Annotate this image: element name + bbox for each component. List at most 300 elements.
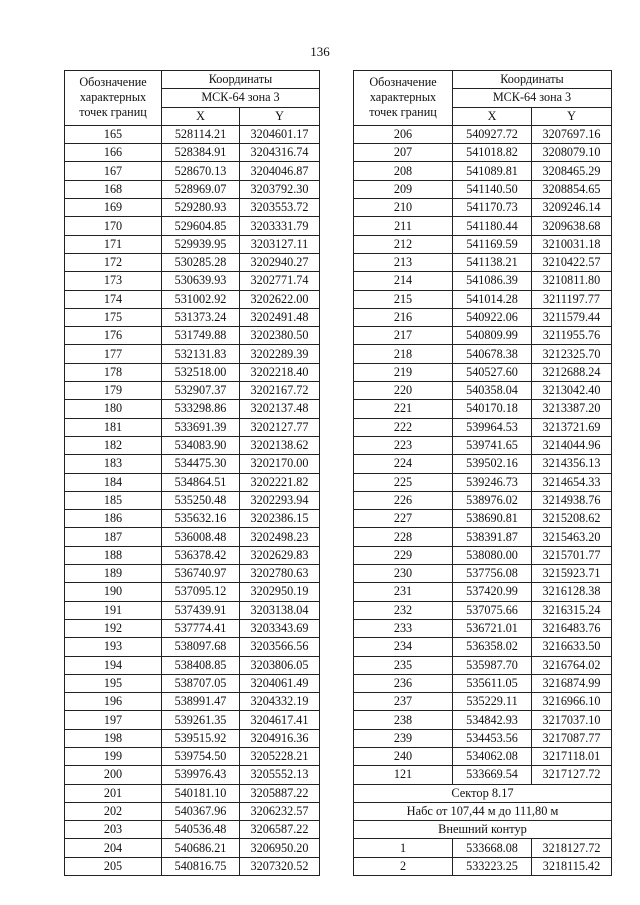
x-coordinate: 540678.38 — [453, 345, 532, 363]
point-number: 171 — [65, 235, 162, 253]
y-coordinate: 3204046.87 — [240, 162, 320, 180]
x-coordinate: 536721.01 — [453, 619, 532, 637]
table-row — [354, 473, 612, 491]
table-row — [65, 491, 320, 509]
y-coordinate: 3202771.74 — [240, 272, 320, 290]
table-row — [65, 784, 320, 802]
y-coordinate: 3217087.77 — [532, 729, 612, 747]
x-coordinate: 540181.10 — [162, 784, 240, 802]
x-coordinate: 539976.43 — [162, 766, 240, 784]
point-number: 219 — [354, 363, 453, 381]
y-coordinate: 3202289.39 — [240, 345, 320, 363]
x-coordinate: 540536.48 — [162, 821, 240, 839]
point-number: 200 — [65, 766, 162, 784]
table-row — [354, 327, 612, 345]
point-number: 192 — [65, 619, 162, 637]
y-coordinate: 3204916.36 — [240, 729, 320, 747]
y-coordinate: 3216315.24 — [532, 601, 612, 619]
point-number: 174 — [65, 290, 162, 308]
table-row — [354, 436, 612, 454]
x-coordinate: 541180.44 — [453, 217, 532, 235]
x-coordinate: 540170.18 — [453, 400, 532, 418]
y-coordinate: 3214044.96 — [532, 436, 612, 454]
x-coordinate: 540927.72 — [453, 125, 532, 143]
x-coordinate: 534475.30 — [162, 455, 240, 473]
point-number: 169 — [65, 199, 162, 217]
point-number: 182 — [65, 436, 162, 454]
y-coordinate: 3215463.20 — [532, 528, 612, 546]
point-number: 233 — [354, 619, 453, 637]
point-number: 184 — [65, 473, 162, 491]
x-coordinate: 539515.92 — [162, 729, 240, 747]
table-row — [65, 180, 320, 198]
x-coordinate: 530639.93 — [162, 272, 240, 290]
y-coordinate: 3202498.23 — [240, 528, 320, 546]
table-row — [65, 601, 320, 619]
x-coordinate: 528969.07 — [162, 180, 240, 198]
table-row — [65, 729, 320, 747]
y-coordinate: 3218127.72 — [532, 839, 612, 857]
table-row — [65, 272, 320, 290]
table-row — [354, 125, 612, 143]
table-row — [65, 308, 320, 326]
table-row — [354, 455, 612, 473]
y-coordinate: 3202622.00 — [240, 290, 320, 308]
y-coordinate: 3207697.16 — [532, 125, 612, 143]
table-row — [354, 180, 612, 198]
x-coordinate: 538080.00 — [453, 546, 532, 564]
point-number: 228 — [354, 528, 453, 546]
x-coordinate: 539261.35 — [162, 711, 240, 729]
table-row — [354, 656, 612, 674]
table-row — [65, 235, 320, 253]
y-coordinate: 3217037.10 — [532, 711, 612, 729]
point-number: 225 — [354, 473, 453, 491]
point-number: 173 — [65, 272, 162, 290]
header-line: характерных — [369, 90, 437, 105]
point-number: 211 — [354, 217, 453, 235]
column-header-points — [65, 71, 162, 126]
x-coordinate: 538707.05 — [162, 674, 240, 692]
x-coordinate: 540358.04 — [453, 382, 532, 400]
x-coordinate: 541086.39 — [453, 272, 532, 290]
x-coordinate: 534453.56 — [453, 729, 532, 747]
table-row — [354, 253, 612, 271]
point-number: 212 — [354, 235, 453, 253]
x-coordinate: 540686.21 — [162, 839, 240, 857]
x-coordinate: 531749.88 — [162, 327, 240, 345]
y-coordinate: 3202218.40 — [240, 363, 320, 381]
x-coordinate: 531373.24 — [162, 308, 240, 326]
y-coordinate: 3203806.05 — [240, 656, 320, 674]
y-coordinate: 3202380.50 — [240, 327, 320, 345]
x-coordinate: 533223.25 — [453, 857, 532, 875]
table-row — [65, 199, 320, 217]
y-coordinate: 3202950.19 — [240, 583, 320, 601]
table-row — [354, 711, 612, 729]
y-coordinate: 3214356.13 — [532, 455, 612, 473]
table-row — [354, 491, 612, 509]
x-coordinate: 532131.83 — [162, 345, 240, 363]
y-coordinate: 3203331.79 — [240, 217, 320, 235]
x-coordinate: 537075.66 — [453, 601, 532, 619]
x-coordinate: 533691.39 — [162, 418, 240, 436]
point-number: 205 — [65, 857, 162, 875]
y-coordinate: 3213042.40 — [532, 382, 612, 400]
point-number: 203 — [65, 821, 162, 839]
y-coordinate: 3202137.48 — [240, 400, 320, 418]
table-row — [65, 217, 320, 235]
y-coordinate: 3212688.24 — [532, 363, 612, 381]
point-number: 186 — [65, 510, 162, 528]
point-number: 218 — [354, 345, 453, 363]
table-row — [354, 144, 612, 162]
y-coordinate: 3202138.62 — [240, 436, 320, 454]
x-coordinate: 538991.47 — [162, 693, 240, 711]
y-coordinate: 3206587.22 — [240, 821, 320, 839]
table-row — [65, 766, 320, 784]
y-coordinate: 3202940.27 — [240, 253, 320, 271]
x-coordinate: 539754.50 — [162, 747, 240, 765]
point-number: 238 — [354, 711, 453, 729]
point-number: 176 — [65, 327, 162, 345]
point-number: 226 — [354, 491, 453, 509]
point-number: 208 — [354, 162, 453, 180]
point-number: 181 — [65, 418, 162, 436]
x-coordinate: 529280.93 — [162, 199, 240, 217]
point-number: 216 — [354, 308, 453, 326]
column-header-zone: МСК-64 зона 3 — [162, 89, 320, 107]
table-row — [65, 693, 320, 711]
y-coordinate: 3202221.82 — [240, 473, 320, 491]
point-number: 204 — [65, 839, 162, 857]
x-coordinate: 540816.75 — [162, 857, 240, 875]
x-coordinate: 536008.48 — [162, 528, 240, 546]
x-coordinate: 530285.28 — [162, 253, 240, 271]
y-coordinate: 3202127.77 — [240, 418, 320, 436]
header-line: точек границ — [369, 105, 437, 120]
point-number: 170 — [65, 217, 162, 235]
point-number: 214 — [354, 272, 453, 290]
y-coordinate: 3209638.68 — [532, 217, 612, 235]
table-row — [65, 363, 320, 381]
point-number: 231 — [354, 583, 453, 601]
point-number: 177 — [65, 345, 162, 363]
page-number: 136 — [310, 44, 330, 59]
table-row — [354, 235, 612, 253]
right-table-body — [354, 125, 612, 875]
table-row — [354, 747, 612, 765]
point-number: 215 — [354, 290, 453, 308]
y-coordinate: 3214654.33 — [532, 473, 612, 491]
column-header-zone: МСК-64 зона 3 — [453, 89, 612, 107]
table-row — [354, 308, 612, 326]
x-coordinate: 529604.85 — [162, 217, 240, 235]
x-coordinate: 529939.95 — [162, 235, 240, 253]
point-number: 217 — [354, 327, 453, 345]
table-row — [65, 345, 320, 363]
y-coordinate: 3213721.69 — [532, 418, 612, 436]
x-coordinate: 535632.16 — [162, 510, 240, 528]
table-row — [354, 729, 612, 747]
column-header-y: Y — [240, 107, 320, 125]
point-number: 224 — [354, 455, 453, 473]
point-number: 234 — [354, 638, 453, 656]
point-number: 183 — [65, 455, 162, 473]
y-coordinate: 3214938.76 — [532, 491, 612, 509]
y-coordinate: 3207320.52 — [240, 857, 320, 875]
x-coordinate: 537095.12 — [162, 583, 240, 601]
x-coordinate: 540809.99 — [453, 327, 532, 345]
x-coordinate: 537420.99 — [453, 583, 532, 601]
table-row — [354, 510, 612, 528]
y-coordinate: 3206950.20 — [240, 839, 320, 857]
x-coordinate: 528384.91 — [162, 144, 240, 162]
y-coordinate: 3203138.04 — [240, 601, 320, 619]
table-row — [65, 510, 320, 528]
x-coordinate: 540527.60 — [453, 363, 532, 381]
table-row — [65, 583, 320, 601]
point-number: 167 — [65, 162, 162, 180]
x-coordinate: 534864.51 — [162, 473, 240, 491]
y-coordinate: 3202170.00 — [240, 455, 320, 473]
x-coordinate: 537439.91 — [162, 601, 240, 619]
x-coordinate: 535229.11 — [453, 693, 532, 711]
y-coordinate: 3211197.77 — [532, 290, 612, 308]
point-number: 193 — [65, 638, 162, 656]
point-number: 179 — [65, 382, 162, 400]
sector-subtitle-row — [354, 802, 612, 820]
x-coordinate: 534842.93 — [453, 711, 532, 729]
header-line: характерных — [79, 90, 147, 105]
y-coordinate: 3216128.38 — [532, 583, 612, 601]
column-header-points — [354, 71, 453, 126]
point-number: 175 — [65, 308, 162, 326]
y-coordinate: 3203792.30 — [240, 180, 320, 198]
y-coordinate: 3208079.10 — [532, 144, 612, 162]
y-coordinate: 3205887.22 — [240, 784, 320, 802]
y-coordinate: 3215923.71 — [532, 565, 612, 583]
y-coordinate: 3216874.99 — [532, 674, 612, 692]
point-number: 236 — [354, 674, 453, 692]
table-row — [354, 382, 612, 400]
contour-heading: Внешний контур — [354, 821, 612, 839]
point-number: 230 — [354, 565, 453, 583]
contour-heading-row — [354, 821, 612, 839]
table-row — [65, 656, 320, 674]
column-header-coordinates: Координаты — [453, 71, 612, 89]
x-coordinate: 538690.81 — [453, 510, 532, 528]
table-row — [354, 345, 612, 363]
point-number: 191 — [65, 601, 162, 619]
point-number: 237 — [354, 693, 453, 711]
y-coordinate: 3202780.63 — [240, 565, 320, 583]
table-row — [65, 125, 320, 143]
table-row — [354, 638, 612, 656]
table-row — [65, 619, 320, 637]
table-row — [354, 418, 612, 436]
x-coordinate: 536740.97 — [162, 565, 240, 583]
point-number: 213 — [354, 253, 453, 271]
y-coordinate: 3206232.57 — [240, 802, 320, 820]
y-coordinate: 3217127.72 — [532, 766, 612, 784]
y-coordinate: 3216764.02 — [532, 656, 612, 674]
point-number: 202 — [65, 802, 162, 820]
x-coordinate: 539246.73 — [453, 473, 532, 491]
y-coordinate: 3204061.49 — [240, 674, 320, 692]
x-coordinate: 541014.28 — [453, 290, 532, 308]
y-coordinate: 3202629.83 — [240, 546, 320, 564]
y-coordinate: 3202491.48 — [240, 308, 320, 326]
point-number: 207 — [354, 144, 453, 162]
table-row — [65, 455, 320, 473]
table-row — [354, 857, 612, 875]
point-number: 188 — [65, 546, 162, 564]
point-number: 194 — [65, 656, 162, 674]
x-coordinate: 536358.02 — [453, 638, 532, 656]
y-coordinate: 3218115.42 — [532, 857, 612, 875]
x-coordinate: 540367.96 — [162, 802, 240, 820]
x-coordinate: 532907.37 — [162, 382, 240, 400]
y-coordinate: 3203566.56 — [240, 638, 320, 656]
x-coordinate: 541170.73 — [453, 199, 532, 217]
y-coordinate: 3204316.74 — [240, 144, 320, 162]
point-number: 121 — [354, 766, 453, 784]
x-coordinate: 536378.42 — [162, 546, 240, 564]
table-row — [65, 528, 320, 546]
x-coordinate: 541089.81 — [453, 162, 532, 180]
x-coordinate: 539741.65 — [453, 436, 532, 454]
point-number: 172 — [65, 253, 162, 271]
table-row — [354, 839, 612, 857]
x-coordinate: 537774.41 — [162, 619, 240, 637]
point-number: 227 — [354, 510, 453, 528]
y-coordinate: 3205228.21 — [240, 747, 320, 765]
y-coordinate: 3203553.72 — [240, 199, 320, 217]
x-coordinate: 535611.05 — [453, 674, 532, 692]
y-coordinate: 3203127.11 — [240, 235, 320, 253]
y-coordinate: 3203343.69 — [240, 619, 320, 637]
table-row — [65, 565, 320, 583]
point-number: 222 — [354, 418, 453, 436]
y-coordinate: 3202386.15 — [240, 510, 320, 528]
table-row — [65, 839, 320, 857]
column-header-coordinates: Координаты — [162, 71, 320, 89]
point-number: 178 — [65, 363, 162, 381]
y-coordinate: 3210422.57 — [532, 253, 612, 271]
table-row — [65, 546, 320, 564]
x-coordinate: 534083.90 — [162, 436, 240, 454]
table-row — [65, 802, 320, 820]
x-coordinate: 532518.00 — [162, 363, 240, 381]
point-number: 165 — [65, 125, 162, 143]
table-row — [65, 418, 320, 436]
point-number: 229 — [354, 546, 453, 564]
point-number: 196 — [65, 693, 162, 711]
y-coordinate: 3204332.19 — [240, 693, 320, 711]
table-row — [65, 253, 320, 271]
x-coordinate: 538408.85 — [162, 656, 240, 674]
header-line: Обозначение — [79, 75, 147, 90]
point-number: 189 — [65, 565, 162, 583]
x-coordinate: 535987.70 — [453, 656, 532, 674]
point-number: 239 — [354, 729, 453, 747]
y-coordinate: 3212325.70 — [532, 345, 612, 363]
x-coordinate: 533298.86 — [162, 400, 240, 418]
table-row — [65, 674, 320, 692]
y-coordinate: 3202167.72 — [240, 382, 320, 400]
table-row — [354, 766, 612, 784]
sector-subtitle: Набс от 107,44 м до 111,80 м — [354, 802, 612, 820]
y-coordinate: 3215701.77 — [532, 546, 612, 564]
table-row — [65, 711, 320, 729]
x-coordinate: 538391.87 — [453, 528, 532, 546]
table-row — [354, 528, 612, 546]
point-number: 209 — [354, 180, 453, 198]
x-coordinate: 537756.08 — [453, 565, 532, 583]
table-row — [65, 162, 320, 180]
table-row — [354, 400, 612, 418]
table-row — [65, 857, 320, 875]
y-coordinate: 3202293.94 — [240, 491, 320, 509]
y-coordinate: 3217118.01 — [532, 747, 612, 765]
y-coordinate: 3216633.50 — [532, 638, 612, 656]
point-number: 223 — [354, 436, 453, 454]
table-row — [354, 199, 612, 217]
point-number: 206 — [354, 125, 453, 143]
point-number: 2 — [354, 857, 453, 875]
table-row — [354, 583, 612, 601]
table-row — [65, 436, 320, 454]
point-number: 198 — [65, 729, 162, 747]
table-row — [65, 382, 320, 400]
x-coordinate: 539964.53 — [453, 418, 532, 436]
x-coordinate: 541018.82 — [453, 144, 532, 162]
table-row — [65, 144, 320, 162]
point-number: 221 — [354, 400, 453, 418]
x-coordinate: 539502.16 — [453, 455, 532, 473]
table-row — [354, 272, 612, 290]
x-coordinate: 528114.21 — [162, 125, 240, 143]
point-number: 185 — [65, 491, 162, 509]
coordinates-table-left — [64, 70, 320, 876]
table-row — [354, 217, 612, 235]
x-coordinate: 541169.59 — [453, 235, 532, 253]
x-coordinate: 534062.08 — [453, 747, 532, 765]
x-coordinate: 535250.48 — [162, 491, 240, 509]
table-row — [65, 473, 320, 491]
table-row — [65, 747, 320, 765]
y-coordinate: 3211955.76 — [532, 327, 612, 345]
point-number: 210 — [354, 199, 453, 217]
table-row — [354, 693, 612, 711]
x-coordinate: 538976.02 — [453, 491, 532, 509]
table-row — [354, 601, 612, 619]
y-coordinate: 3204601.17 — [240, 125, 320, 143]
x-coordinate: 541138.21 — [453, 253, 532, 271]
x-coordinate: 533669.54 — [453, 766, 532, 784]
column-header-x: X — [453, 107, 532, 125]
sector-title: Сектор 8.17 — [354, 784, 612, 802]
point-number: 180 — [65, 400, 162, 418]
y-coordinate: 3213387.20 — [532, 400, 612, 418]
x-coordinate: 533668.08 — [453, 839, 532, 857]
point-number: 195 — [65, 674, 162, 692]
table-row — [354, 546, 612, 564]
table-row — [354, 565, 612, 583]
table-row — [354, 290, 612, 308]
table-row — [354, 674, 612, 692]
